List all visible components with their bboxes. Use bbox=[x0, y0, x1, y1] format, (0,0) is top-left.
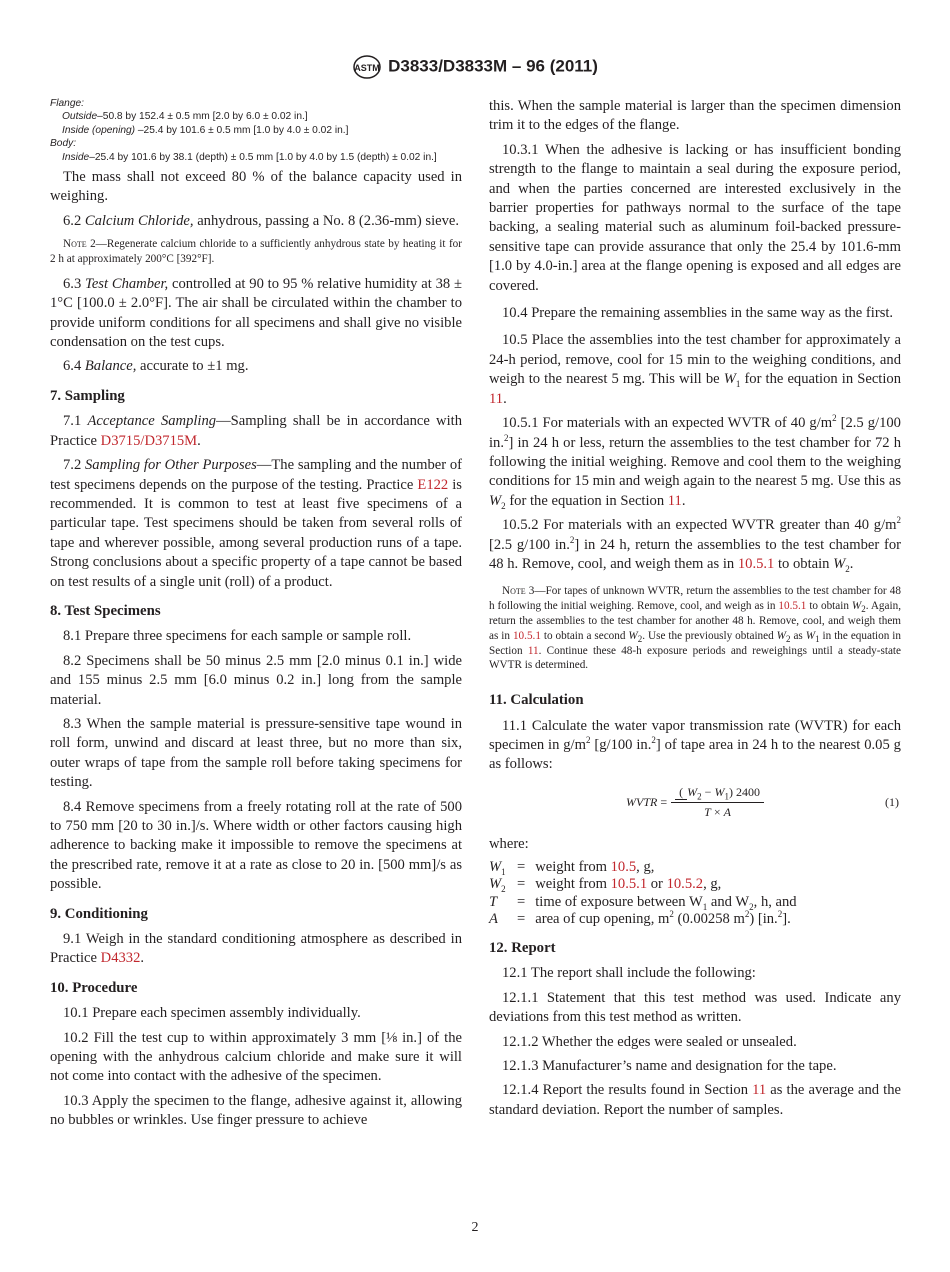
cross-reference-link[interactable]: E122 bbox=[417, 476, 449, 493]
paragraph-8-2 bbox=[50, 652, 462, 710]
italic-text: A bbox=[723, 805, 731, 820]
cross-reference-link[interactable]: 11 bbox=[527, 644, 539, 657]
text-run: and W bbox=[707, 893, 750, 910]
text-run: The mass shall not exceed 80 % of the balance capacity used in weighing. bbox=[50, 169, 462, 205]
text-run: 8.3 When the sample material is pressure-sensitive tape wound in roll form, unwind and discard at least three, but no more than six, outer wraps of tape from the sample roll before taking specimens for testing. bbox=[50, 715, 462, 791]
text-run: [g/100 in. bbox=[590, 736, 652, 753]
cross-reference-link[interactable]: 10.5.1 bbox=[512, 629, 541, 642]
text-run: , g, bbox=[703, 876, 722, 893]
paragraph-10-1 bbox=[50, 1004, 462, 1023]
equals-sign: = bbox=[517, 911, 526, 928]
text-run: is recommended. It is common to test at least five specimens of a particular tape. Test specimens should be taken from several rolls of tape and wherever possible, among several production runs of a tape. Strong conclusions about a specific property of a tape cannot be based on test results of a single unit (roll) of a product. bbox=[50, 476, 462, 590]
subscript: 1 bbox=[815, 633, 820, 644]
paragraph-12-1-3 bbox=[489, 1057, 901, 1076]
italic-text: W bbox=[851, 600, 862, 613]
text-run: 12.1.4 Report the results found in Section bbox=[502, 1082, 753, 1099]
text-run: . bbox=[197, 432, 201, 449]
cross-reference-link[interactable]: 10.5.1 bbox=[737, 555, 775, 572]
equation-number: (1) bbox=[885, 794, 899, 809]
text-run: where: bbox=[489, 835, 529, 852]
paragraph-10-3-continued bbox=[489, 97, 901, 136]
paragraph-10-5-2 bbox=[489, 516, 901, 574]
text-run: —The sampling and the number of test specimens depends on the purpose of the testing. Practice bbox=[50, 457, 462, 493]
italic-text: W bbox=[833, 555, 846, 572]
text-run: 10.5.2 For materials with an expected WVTR greater than 40 g/m bbox=[502, 517, 897, 534]
section-heading-11: 11. Calculation bbox=[489, 692, 584, 709]
italic-text: W bbox=[687, 784, 698, 799]
apparatus-dimensions bbox=[50, 97, 462, 164]
text-run: 9.1 Weigh in the standard conditioning atmosphere as described in Practice bbox=[50, 931, 462, 967]
section-heading-7: 7. Sampling bbox=[50, 387, 125, 404]
spec-line bbox=[50, 97, 462, 110]
text-run: ( bbox=[675, 785, 687, 800]
text-run: for the equation in Section bbox=[505, 492, 668, 509]
variable-definition bbox=[535, 911, 802, 929]
where-label bbox=[489, 835, 901, 854]
text-run: ) [in. bbox=[749, 911, 778, 928]
text-run: 2—Regenerate calcium chloride to a sufficiently anhydrous state by heating it for 2 h at approximately 200°C [392°F]. bbox=[50, 238, 462, 266]
text-run: 10.4 Prepare the remaining assemblies in the same way as the first. bbox=[502, 305, 894, 322]
italic-text: Inside bbox=[62, 151, 90, 163]
text-run: , g, bbox=[636, 858, 655, 875]
text-run: 12.1.2 Whether the edges were sealed or unsealed. bbox=[502, 1033, 797, 1050]
subscript: 2 bbox=[501, 884, 506, 895]
italic-text: Calcium Chloride, bbox=[84, 212, 194, 229]
equals-sign: = bbox=[517, 876, 526, 893]
text-run: –50.8 by 152.4 ± 0.5 mm [2.0 by 6.0 ± 0.02 in.] bbox=[97, 111, 308, 123]
cross-reference-link[interactable]: 11 bbox=[489, 390, 504, 407]
equals-sign: = bbox=[517, 858, 526, 875]
left-column bbox=[50, 97, 462, 1136]
subscript: 2 bbox=[697, 791, 702, 802]
text-run: 8.4 Remove specimens from a freely rotating roll at the rate of 500 to 750 mm [20 to 30 in.]/s. Where width or other factors causing high adherence to backing make it impossible to remove the specimens at the prescribed rate, remove it at a rate as close to 20 in. [500 mm]/s as possible. bbox=[50, 798, 462, 893]
svg-text:ASTM: ASTM bbox=[354, 63, 380, 73]
text-run: 7.2 bbox=[63, 457, 85, 474]
spec-line bbox=[50, 151, 462, 164]
subscript: 2 bbox=[861, 604, 866, 615]
note-2 bbox=[50, 237, 462, 267]
text-run: 7.1 bbox=[63, 413, 88, 430]
paragraph-10-5 bbox=[489, 331, 901, 409]
definition-row bbox=[489, 911, 803, 929]
superscript: 2 bbox=[777, 909, 783, 920]
paragraph-8-4 bbox=[50, 798, 462, 895]
text-run: 12.1.3 Manufacturer’s name and designation for the tape. bbox=[502, 1058, 837, 1074]
superscript: 2 bbox=[651, 735, 656, 746]
italic-text: W bbox=[489, 492, 502, 509]
superscript: 2 bbox=[569, 534, 575, 545]
subscript: 1 bbox=[735, 379, 741, 390]
text-run: 10.5.1 For materials with an expected WVTR of 40 g/m bbox=[502, 415, 833, 432]
note-label: Note bbox=[63, 238, 87, 251]
paragraph bbox=[50, 168, 462, 207]
text-run: as bbox=[790, 629, 806, 642]
document-title: D3833/D3833M – 96 (2011) bbox=[388, 56, 598, 76]
cross-reference-link[interactable]: 10.5.1 bbox=[778, 600, 807, 613]
paragraph-11-1 bbox=[489, 717, 901, 775]
text-run: –25.4 by 101.6 by 38.1 (depth) ± 0.5 mm [1.0 by 4.0 by 1.5 (depth) ± 0.02 in.] bbox=[89, 151, 437, 163]
variable-symbol bbox=[489, 876, 517, 894]
text-run: ) 2400 bbox=[728, 784, 760, 799]
paragraph-12-1-1 bbox=[489, 989, 901, 1028]
spec-line bbox=[50, 124, 462, 137]
page-header bbox=[0, 54, 950, 80]
paragraph-7-2 bbox=[50, 456, 462, 592]
italic-text: Body: bbox=[50, 138, 77, 150]
text-run: 10.2 Fill the test cup to within approximately 3 mm [⅛ in.] of the opening with the anhydrous calcium chloride and make sure it will not come into contact with the adhesive of the specimen. bbox=[50, 1029, 462, 1085]
italic-text: Outside bbox=[62, 111, 98, 123]
text-run: this. When the sample material is larger than the specimen dimension trim it to the edges of the flange. bbox=[489, 98, 901, 134]
text-run: 12.1.1 Statement that this test method was used. Indicate any deviations from this test method as written. bbox=[489, 989, 901, 1026]
superscript: 2 bbox=[832, 413, 837, 424]
superscript: 2 bbox=[504, 432, 509, 443]
text-run: 8.1 Prepare three specimens for each sample or sample roll. bbox=[63, 628, 412, 645]
paragraph-6-3 bbox=[50, 275, 462, 353]
cross-reference-link[interactable]: 10.5.2 bbox=[666, 876, 704, 893]
text-run: time of exposure between W bbox=[535, 893, 703, 910]
variable-definition bbox=[535, 859, 802, 877]
cross-reference-link[interactable]: 10.5 bbox=[610, 858, 637, 875]
italic-text: W bbox=[776, 629, 786, 642]
text-run: . Continue these 48-h exposure periods and reweighings until a steady-state WVTR is determined. bbox=[489, 644, 901, 672]
subscript: 1 bbox=[501, 866, 506, 877]
superscript: 2 bbox=[896, 515, 901, 526]
cross-reference-link[interactable]: 10.5.1 bbox=[610, 876, 648, 893]
text-run: 10.3.1 When the adhesive is lacking or has insufficient bonding strength to the flange to maintain a seal during the exposure period, and when the parties concerned are interested exclusively in the barrier properties for pathways normal to the surface of the tape backing, a sealing material such as aluminum foil-backed pressure-sensitive tape can provide assurance that only the 25.4 by 101.6-mm [1.0 by 4.0-in.] area at the flange opening is exposed and all edges are covered. bbox=[489, 141, 901, 294]
paragraph-9-1 bbox=[50, 930, 462, 969]
text-run: or bbox=[647, 876, 667, 893]
paragraph-12-1-2 bbox=[489, 1033, 901, 1052]
paragraph-8-3 bbox=[50, 715, 462, 793]
text-run: (0.00258 m bbox=[673, 911, 745, 928]
note-label: Note bbox=[502, 585, 526, 598]
definition-row bbox=[489, 894, 803, 912]
note-3 bbox=[489, 584, 901, 673]
paragraph-6-4 bbox=[50, 357, 462, 376]
right-column bbox=[489, 97, 901, 1125]
italic-text: T bbox=[489, 893, 498, 910]
subscript: 2 bbox=[845, 563, 850, 574]
spec-line bbox=[50, 110, 462, 123]
text-run: . bbox=[849, 555, 854, 572]
text-run: . bbox=[681, 492, 686, 509]
text-run: 8.2 Specimens shall be 50 minus 2.5 mm [2.0 minus 0.1 in.] wide and 155 minus 2.5 mm [6.0 minus 0.2 in.] long from the sample material. bbox=[50, 652, 462, 708]
italic-text: T bbox=[704, 805, 711, 820]
text-run: weight from bbox=[535, 876, 611, 893]
italic-text: W bbox=[723, 371, 736, 388]
text-run: in the equation in Section bbox=[489, 629, 902, 657]
italic-text: Sampling for Other Purposes bbox=[85, 457, 257, 474]
text-run: 12.1 The report shall include the following: bbox=[502, 965, 756, 982]
superscript: 2 bbox=[585, 735, 591, 746]
text-run: controlled at 90 to 95 % relative humidity at 38 ± 1°C [100.0 ± 2.0°F]. The air shall be circulated within the chamber to provide uniform conditions for all specimens and shall give no visible condensation on the test cups. bbox=[50, 275, 462, 351]
italic-text: Flange: bbox=[50, 98, 84, 109]
text-run: 6.3 bbox=[63, 275, 86, 292]
variable-definitions bbox=[489, 859, 803, 929]
cross-reference-link[interactable]: D4332 bbox=[100, 950, 141, 967]
text-run: area of cup opening, m bbox=[535, 911, 670, 928]
text-run: 10.1 Prepare each specimen assembly individually. bbox=[63, 1005, 361, 1022]
text-run: to obtain bbox=[774, 555, 834, 572]
text-run: . bbox=[140, 950, 145, 967]
superscript: 2 bbox=[744, 909, 750, 920]
text-run: ]. bbox=[782, 911, 791, 928]
wvtr-equation bbox=[489, 783, 901, 823]
spec-line bbox=[50, 137, 462, 150]
text-run: to obtain bbox=[806, 600, 852, 613]
text-run: . bbox=[503, 390, 507, 407]
italic-text: Acceptance Sampling bbox=[87, 413, 217, 430]
text-run: 6.4 bbox=[63, 358, 85, 375]
paragraph-8-1 bbox=[50, 627, 462, 646]
italic-text: Balance, bbox=[84, 358, 137, 375]
italic-text: WVTR bbox=[626, 794, 658, 809]
text-run: [2.5 g/100 in. bbox=[489, 536, 570, 553]
text-run: –25.4 by 101.6 ± 0.5 mm [1.0 by 4.0 ± 0.02 in.] bbox=[135, 124, 349, 136]
paragraph-12-1-4 bbox=[489, 1081, 901, 1120]
text-run: to obtain a second bbox=[540, 629, 629, 642]
text-run: . Use the previously obtained bbox=[642, 629, 777, 642]
cross-reference-link[interactable]: D3715/D3715M bbox=[100, 432, 198, 449]
equals-sign: = bbox=[517, 893, 526, 910]
paragraph-6-2 bbox=[50, 212, 462, 231]
variable-symbol bbox=[489, 894, 517, 912]
page-number: 2 bbox=[471, 1220, 479, 1235]
subscript: 2 bbox=[637, 633, 643, 644]
equation-fraction bbox=[671, 783, 764, 823]
section-heading-9: 9. Conditioning bbox=[50, 905, 148, 922]
section-heading-12: 12. Report bbox=[489, 939, 556, 956]
text-run: 10.3 Apply the specimen to the flange, adhesive against it, allowing no bubbles or wrinkles. Use finger pressure to achieve bbox=[50, 1092, 462, 1129]
italic-text: A bbox=[489, 911, 498, 928]
subscript: 2 bbox=[749, 901, 754, 912]
text-run: . Again, return the assemblies to the test chamber for another 48 h. Remove, cool, and weigh them as in bbox=[489, 600, 901, 642]
text-run: 10.5 Place the assemblies into the test chamber for approximately a 24-h period, remove, cool for 15 min to the weighing conditions, and weigh to the nearest 5 mg. This will be bbox=[489, 332, 901, 388]
italic-text: W bbox=[628, 629, 638, 642]
text-run: ] in 24 h, return the assemblies to the test chamber for 48 h. Remove, cool, and weigh them as in bbox=[489, 536, 901, 572]
variable-symbol bbox=[489, 859, 517, 877]
text-run: 11.1 Calculate the water vapor transmission rate (WVTR) for each specimen in g/m bbox=[489, 717, 901, 753]
text-run: weight from bbox=[535, 858, 611, 875]
text-run: 6.2 bbox=[63, 212, 85, 229]
text-run: 3—For tapes of unknown WVTR, return the assemblies to the test chamber for 48 h following the initial weighing. Remove, cool, and weigh as in bbox=[489, 585, 901, 613]
subscript: 1 bbox=[724, 791, 729, 802]
variable-definition bbox=[535, 876, 802, 894]
italic-text: W bbox=[805, 629, 816, 642]
italic-text: Test Chamber, bbox=[85, 275, 169, 292]
subscript: 1 bbox=[702, 901, 708, 912]
section-heading-8: 8. Test Specimens bbox=[50, 602, 161, 619]
definition-row bbox=[489, 859, 803, 877]
text-run: for the equation in Section bbox=[740, 371, 902, 388]
astm-logo-icon bbox=[352, 54, 382, 80]
variable-symbol bbox=[489, 911, 517, 929]
text-run: anhydrous, passing a No. 8 (2.36-mm) sieve. bbox=[193, 212, 460, 229]
text-run: × bbox=[710, 805, 724, 820]
italic-text: W bbox=[489, 858, 502, 875]
text-run: , h, and bbox=[753, 893, 797, 910]
text-run: accurate to ±1 mg. bbox=[136, 358, 249, 375]
paragraph-10-3 bbox=[50, 1092, 462, 1131]
paragraph-10-5-1 bbox=[489, 414, 901, 511]
text-run: ] of tape area in 24 h to the nearest 0.05 g as follows: bbox=[489, 736, 901, 773]
paragraph-12-1 bbox=[489, 964, 901, 983]
paragraph-10-3-1 bbox=[489, 141, 901, 296]
section-heading-10: 10. Procedure bbox=[50, 979, 138, 996]
cross-reference-link[interactable]: 11 bbox=[752, 1082, 767, 1099]
text-run: [2.5 g/100 in. bbox=[489, 415, 901, 451]
italic-text: W bbox=[714, 784, 725, 799]
paragraph-10-2 bbox=[50, 1029, 462, 1087]
cross-reference-link[interactable]: 11 bbox=[667, 492, 682, 509]
text-run: − bbox=[701, 784, 715, 799]
equation-denominator bbox=[704, 803, 731, 822]
subscript: 2 bbox=[786, 633, 791, 644]
text-run: as the average and the standard deviation. Report the number of samples. bbox=[489, 1082, 901, 1118]
subscript: 2 bbox=[501, 500, 506, 511]
superscript: 2 bbox=[669, 909, 674, 920]
equation-lhs bbox=[626, 793, 667, 812]
text-run: = bbox=[657, 794, 668, 809]
text-run: ] in 24 h or less, return the assemblies to the test chamber for 72 h following the initial weighing. Remove and cool them to the weighing conditions for 15 min and weigh again to the nearest 5 mg. Use this as bbox=[489, 434, 901, 490]
equation-numerator bbox=[671, 783, 764, 803]
italic-text: W bbox=[489, 876, 502, 893]
text-run: —Sampling shall be in accordance with Practice bbox=[50, 413, 462, 449]
paragraph-10-4 bbox=[489, 304, 901, 323]
definition-row bbox=[489, 876, 803, 894]
paragraph-7-1 bbox=[50, 412, 462, 451]
italic-text: Inside (opening) bbox=[62, 124, 136, 136]
